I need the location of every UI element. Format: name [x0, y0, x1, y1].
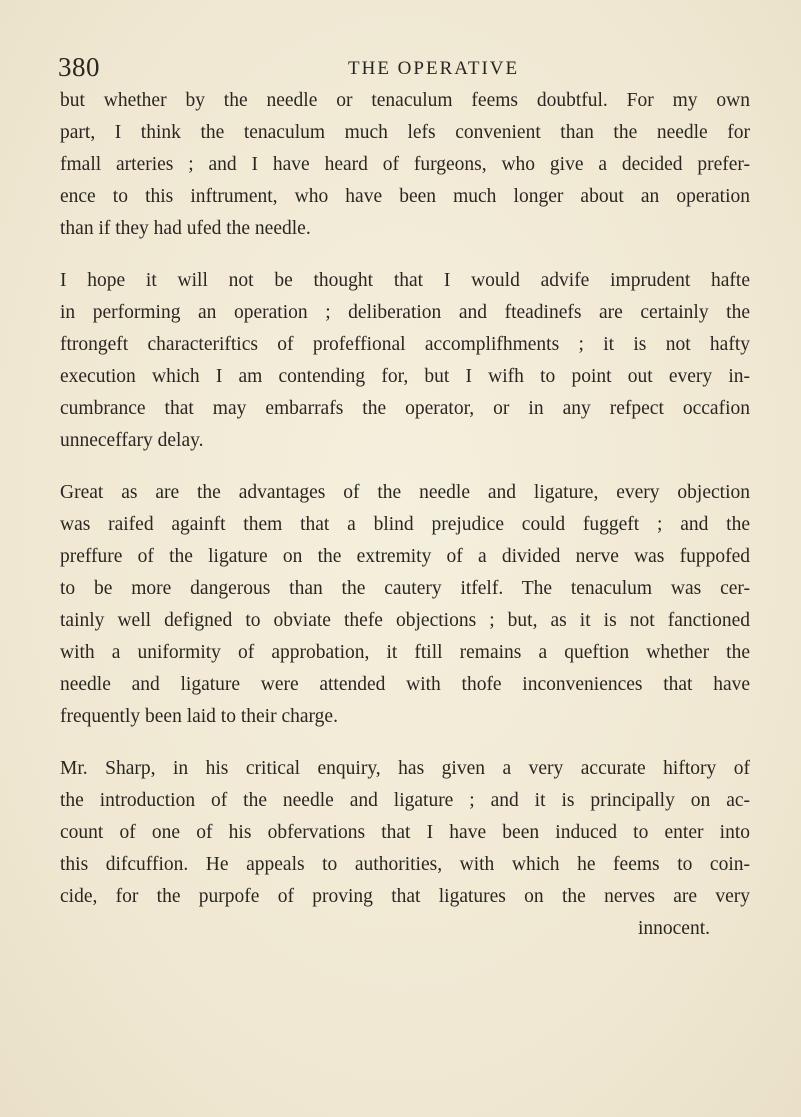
text-line: I hope it will not be thought that I would advife imprudent hafte — [60, 270, 750, 291]
text-line: ftrongeft characteriftics of profeffional accomplifhments ; it is not hafty — [60, 334, 750, 355]
text-line: than if they had ufed the needle. — [60, 218, 311, 239]
text-line: part, I think the tenaculum much lefs convenient than the needle for — [60, 122, 750, 143]
text-line: execution which I am contending for, but I wifh to point out every in- — [60, 366, 750, 387]
text-line: the introduction of the needle and ligature ; and it is principally on ac- — [60, 790, 750, 811]
paragraph-3 — [60, 477, 750, 733]
text-line: tainly well defigned to obviate thefe objections ; but, as it is not fanctioned — [60, 610, 750, 631]
text-line: to be more dangerous than the cautery itfelf. The tenaculum was cer- — [60, 578, 750, 599]
text-line: with a uniformity of approbation, it ftill remains a queftion whether the — [60, 642, 750, 663]
text-line: needle and ligature were attended with thofe inconveniences that have — [60, 674, 750, 695]
text-line: cide, for the purpofe of proving that ligatures on the nerves are very — [60, 886, 750, 907]
text-line: but whether by the needle or tenaculum feems doubtful. For my own — [60, 90, 750, 111]
text-line: frequently been laid to their charge. — [60, 706, 338, 727]
text-line: fmall arteries ; and I have heard of furgeons, who give a decided prefer- — [60, 154, 750, 175]
text-line: Mr. Sharp, in his critical enquiry, has given a very accurate hiftory of — [60, 758, 750, 779]
text-line: cumbrance that may embarrafs the operator, or in any refpect occafion — [60, 398, 750, 419]
text-line: ence to this inftrument, who have been much longer about an operation — [60, 186, 750, 207]
paragraph-4 — [60, 753, 750, 945]
text-line: preffure of the ligature on the extremity of a divided nerve was fuppofed — [60, 546, 750, 567]
text-line: in performing an operation ; deliberation and fteadinefs are certainly the — [60, 302, 750, 323]
page-number: 380 — [58, 52, 100, 82]
catchword: innocent. — [637, 918, 710, 939]
paragraph-2 — [60, 265, 750, 457]
page-header — [58, 52, 748, 82]
text-line: was raifed againft them that a blind prejudice could fuggeft ; and the — [60, 514, 750, 535]
body-text — [60, 85, 750, 965]
running-head: THE OPERATIVE — [348, 58, 520, 79]
text-line: count of one of his obfervations that I have been induced to enter into — [60, 822, 750, 843]
text-line: this difcuffion. He appeals to authorities, with which he feems to coin- — [60, 854, 750, 875]
text-line: unneceffary delay. — [60, 430, 204, 451]
text-line: Great as are the advantages of the needle and ligature, every objection — [60, 482, 750, 503]
paragraph-1 — [60, 85, 750, 245]
